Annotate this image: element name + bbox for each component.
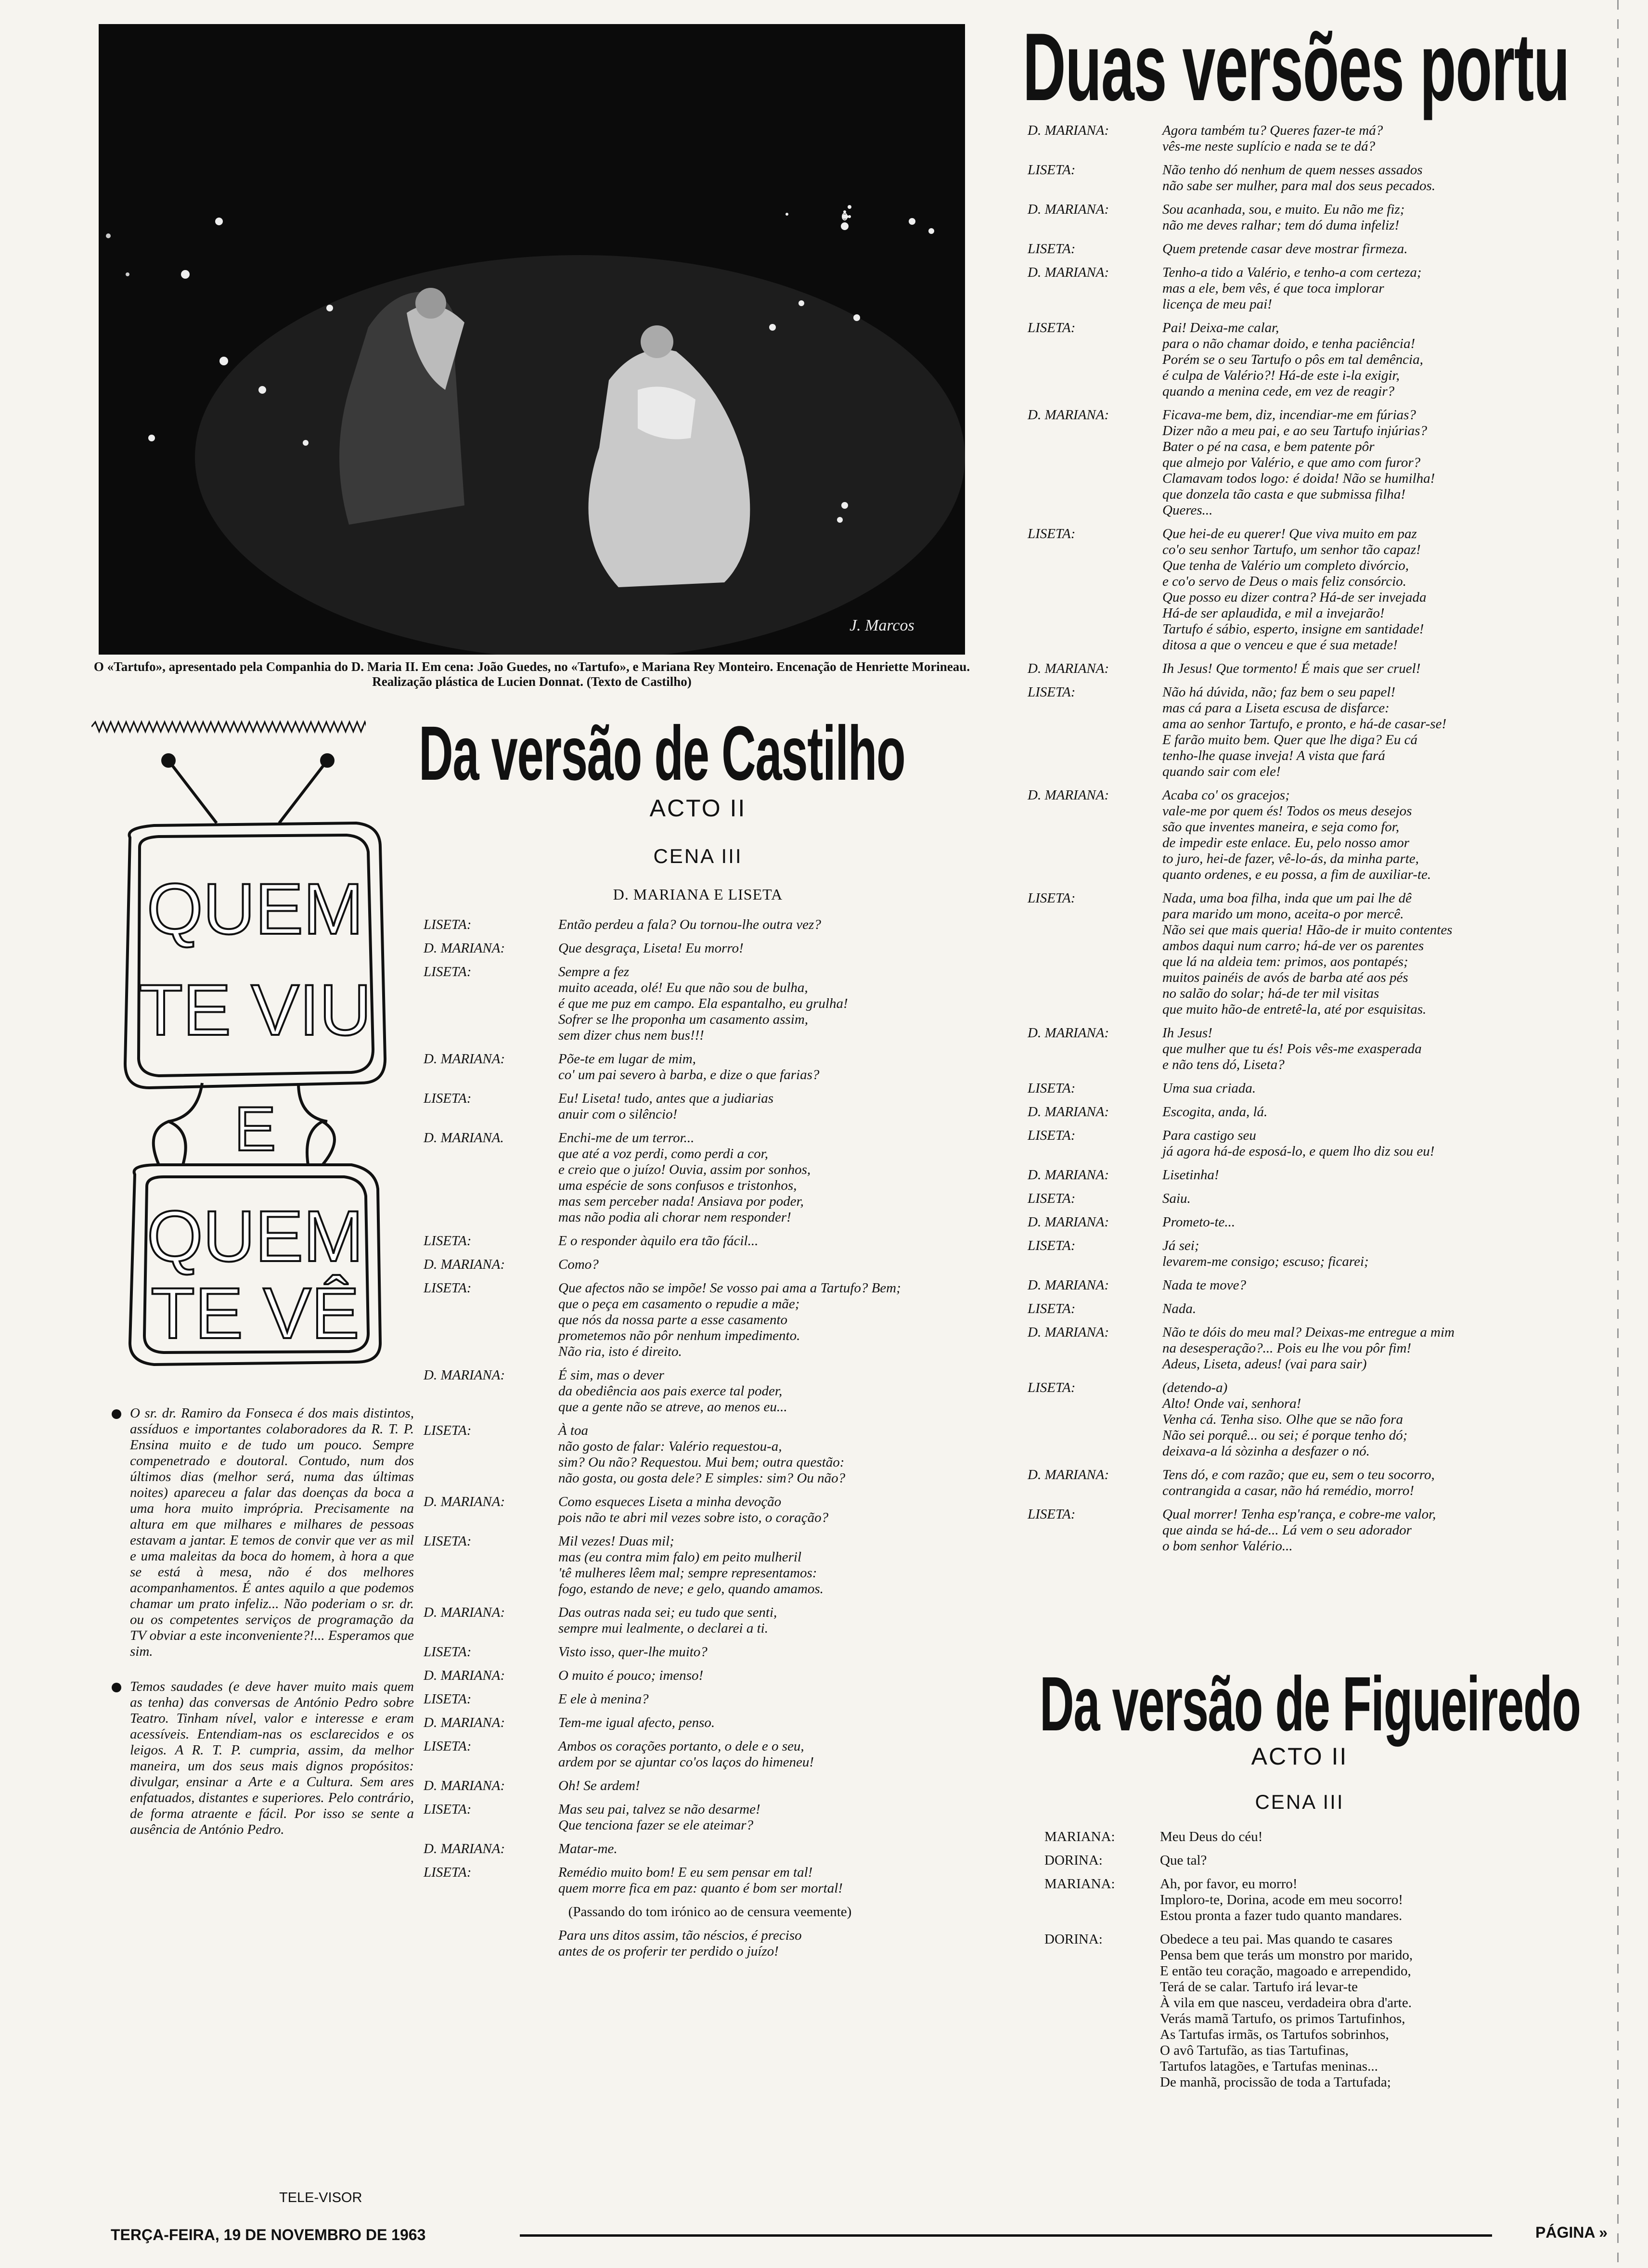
speaker-name: LISETA: — [424, 1865, 472, 1880]
dialogue-line — [1028, 1380, 1624, 1459]
spoken-text: Que tal? — [1160, 1853, 1207, 1868]
dialogue-line — [1028, 202, 1624, 233]
stage-direction: (Passando do tom irónico ao de censura veemente) — [568, 1904, 852, 1920]
dialogue-line — [424, 1739, 996, 1770]
logo-line-4: TE VÊ — [151, 1273, 360, 1353]
spoken-text: Sou acanhada, sou, e muito. Eu não me fiz; não me deves ralhar; tem dó duma infeliz! — [1162, 202, 1405, 233]
speaker-name: D. MARIANA: — [1028, 202, 1109, 217]
dialogue-line — [1044, 1876, 1603, 1924]
speaker-name: D. MARIANA: — [1028, 1214, 1109, 1230]
dialogue-line — [1028, 1277, 1624, 1293]
speaker-name: DORINA: — [1044, 1853, 1103, 1868]
dialogue-line — [424, 964, 996, 1044]
spoken-text: Lisetinha! — [1162, 1167, 1219, 1183]
speaker-name: D. MARIANA: — [1028, 265, 1109, 280]
spoken-text: E ele à menina? — [558, 1691, 649, 1707]
bullet-icon — [112, 1409, 121, 1419]
logo-line-1: QUEM — [147, 868, 363, 949]
speaker-name: D. MARIANA: — [424, 1715, 505, 1730]
dialogue-line — [1028, 684, 1624, 780]
spoken-text: Acaba co' os gracejos; vale-me por quem és! Todos os meus desejos são que inventes maneira, e seja como for, de impedir este enlace. Eu, pelo nosso amor to juro, hei-de fazer, vê-lo-ás, da minha parte, quanto ordenes, e eu possa, a fim de auxiliar-te. — [1162, 787, 1431, 882]
spoken-text: Não há dúvida, não; faz bem o seu papel! mas cá para a Liseta escusa de disfarce: ama ao senhor Tartufo, e pronto, e há-de casar-se! E farão muito bem. Quer que lhe diga? Eu cá tenho-lhe quase inveja! A vista que fará quando sair com ele! — [1162, 684, 1447, 779]
spoken-text: Prometo-te... — [1162, 1214, 1236, 1230]
speaker-name: LISETA: — [1028, 890, 1076, 906]
dialogue-line — [424, 1668, 996, 1684]
spoken-text: Que afectos não se impõe! Se vosso pai ama a Tartufo? Bem; que o peça em casamento o repudie a mãe; que nós da nossa parte a esse casamento prometemos não pôr nenhum impedimento. Não ria, isto é direito. — [558, 1280, 901, 1359]
dialogue-line — [424, 941, 996, 956]
dialogue-line — [1028, 1104, 1624, 1120]
spoken-text: Ah, por favor, eu morro! Imploro-te, Dorina, acode em meu socorro! Estou pronta a fazer tudo quanto mandares. — [1160, 1876, 1403, 1923]
dialogue-line — [424, 1802, 996, 1833]
dialogue-line — [424, 1257, 996, 1273]
spoken-text: Ficava-me bem, diz, incendiar-me em fúrias? Dizer não a meu pai, e ao seu Tartufo injúrias? Bater o pé na casa, e bem patente pôr que almejo por Valério, e que amo com furor? Clamavam todos logo: é doida! Não se humilha! que donzela tão casta e que submissa filha! Queres... — [1162, 407, 1435, 518]
dialogue-line — [1028, 1301, 1624, 1317]
dialogue-line — [1028, 1025, 1624, 1073]
spoken-text: Para uns ditos assim, tão néscios, é preciso antes de os proferir ter perdido o juízo! — [558, 1928, 802, 1959]
spoken-text: Eu! Liseta! tudo, antes que a judiarias anuir com o silêncio! — [558, 1091, 774, 1122]
speaker-name: LISETA: — [1028, 1081, 1076, 1096]
spoken-text: Saiu. — [1162, 1191, 1191, 1206]
dialogue-line — [1028, 241, 1624, 257]
spoken-text: Uma sua criada. — [1162, 1081, 1256, 1096]
spoken-text: Como? — [558, 1257, 599, 1272]
footer-rule — [520, 2234, 1492, 2237]
dialogue-line — [1028, 787, 1624, 883]
duas-versoes-dialogue — [1028, 123, 1624, 1562]
dialogue-line — [1028, 1325, 1624, 1372]
headline-duas-versoes: Duas versões portu — [1023, 13, 1570, 121]
castilho-characters: D. MARIANA E LISETA — [613, 886, 783, 903]
speaker-name: D. MARIANA: — [424, 1841, 505, 1856]
speaker-name: D. MARIANA: — [424, 1257, 505, 1272]
spoken-text: Põe-te em lugar de mim, co' um pai severo à barba, e dize o que farias? — [558, 1051, 820, 1082]
headline-versao-figueiredo: Da versão de Figueiredo — [1040, 1661, 1581, 1747]
spoken-text: E o responder àquilo era tão fácil... — [558, 1233, 759, 1249]
dialogue-line — [1028, 1191, 1624, 1207]
dialogue-line — [1028, 162, 1624, 194]
speaker-name: D. MARIANA: — [1028, 1167, 1109, 1183]
dialogue-line — [1028, 1128, 1624, 1160]
tele-visor-column — [130, 1405, 414, 1857]
speaker-name: LISETA: — [1028, 1301, 1076, 1316]
column-paragraph: Temos saudades (e deve haver muito mais quem as tenha) das conversas de António Pedro sobre Teatro. Tinham nível, valor e interesse e eram acessíveis. Entendiam-nas os esclarecidos e os leigos. A R. T. P. cumpria, assim, da melhor maneira, um dos seus mais dignos propósitos: divulgar, ensinar a Arte e a Cultura. Sem ares enfatuados, distantes e superiores. Pelo contrário, de forma atraente e fácil. Por isso se sente a ausência de António Pedro. — [130, 1679, 414, 1838]
speaker-name: D. MARIANA: — [1028, 1277, 1109, 1293]
spoken-text: Ih Jesus! que mulher que tu és! Pois vês-me exasperada e não tens dó, Liseta? — [1162, 1025, 1422, 1072]
castilho-act: ACTO II — [649, 795, 747, 822]
speaker-name: D. MARIANA: — [424, 1494, 505, 1509]
dialogue-line — [1028, 1081, 1624, 1096]
speaker-name: LISETA: — [1028, 1507, 1076, 1522]
dialogue-line — [1028, 526, 1624, 653]
speaker-name: LISETA: — [424, 1802, 472, 1817]
spoken-text: Tenho-a tido a Valério, e tenho-a com certeza; mas a ele, bem vês, é que toca implorar licença de meu pai! — [1162, 265, 1422, 312]
spoken-text: Ambos os corações portanto, o dele e o seu, ardem por se ajuntar co'os laços do himeneu! — [558, 1739, 814, 1770]
spoken-text: Já sei; levarem-me consigo; escuso; ficarei; — [1162, 1238, 1369, 1269]
dialogue-line — [424, 1778, 996, 1794]
speaker-name: D. MARIANA: — [1028, 661, 1109, 676]
speaker-name: D. MARIANA: — [424, 941, 505, 956]
dialogue-line — [424, 1233, 996, 1249]
speaker-name: D. MARIANA. — [424, 1130, 504, 1146]
speaker-name: LISETA: — [424, 1233, 472, 1249]
spoken-text: Tem-me igual afecto, penso. — [558, 1715, 715, 1730]
spoken-text: Tens dó, e com razão; que eu, sem o teu socorro, contrangida a casar, não há remédio, morro! — [1162, 1467, 1435, 1498]
spoken-text: Mil vezes! Duas mil; mas (eu contra mim falo) em peito mulheril 'tê mulheres lêem mal; sempre representamos: fogo, estando de neve; e gelo, quando amamos. — [558, 1533, 824, 1597]
spoken-text: Nada te move? — [1162, 1277, 1246, 1293]
decorative-wavy-rule — [91, 720, 366, 734]
spoken-text: Ih Jesus! Que tormento! É mais que ser cruel! — [1162, 661, 1421, 676]
dialogue-line — [424, 1691, 996, 1707]
stage-photo — [99, 24, 965, 655]
speaker-name: LISETA: — [1028, 162, 1076, 178]
spoken-text: Remédio muito bom! E eu sem pensar em tal! quem morre fica em paz: quanto é bom ser mortal! — [558, 1865, 843, 1896]
spoken-text: Enchi-me de um terror... que até a voz perdi, como perdi a cor, e creio que o juízo! Ouvia, assim por sonhos, uma espécie de sons confusos e tristonhos, mas sem perceber nada! Ansiava por poder, mas não podia ali chorar nem responder! — [558, 1130, 811, 1225]
dialogue-line — [1028, 661, 1624, 677]
castilho-dialogue — [424, 917, 996, 1959]
logo-line-3: QUEM — [147, 1196, 363, 1276]
spoken-text: Que hei-de eu querer! Que viva muito em paz co'o seu senhor Tartufo, um senhor tão capaz! Que tenha de Valério um completo divórcio, e co'o servo de Deus o mais feliz consórcio. Que posso eu dizer contra? Há-de ser invejada Há-de ser aplaudida, e mil a invejarão! Tartufo é sábio, esperto, insigne em santidade! ditosa a que o venceu e que é sua metade! — [1162, 526, 1427, 653]
column-signature: TELE-VISOR — [279, 2190, 362, 2205]
dialogue-line — [424, 1280, 996, 1360]
bullet-icon — [112, 1683, 121, 1692]
figueiredo-dialogue — [1044, 1829, 1603, 2098]
spoken-text: Para castigo seu já agora há-de esposá-lo, e quem lho diz sou eu! — [1162, 1128, 1435, 1159]
spoken-text: É sim, mas o dever da obediência aos pais exerce tal poder, que a gente não se atreve, ao menos eu... — [558, 1367, 787, 1415]
speaker-name: D. MARIANA: — [1028, 787, 1109, 803]
dialogue-line — [424, 1841, 996, 1857]
speaker-name: MARIANA: — [1044, 1876, 1115, 1892]
spoken-text: Obedece a teu pai. Mas quando te casares Pensa bem que terás um monstro por marido, E então teu coração, magoado e arrependido, Terá de se calar. Tartufo irá levar-te À vila em que nasceu, verdadeira obra d'arte. Verás mamã Tartufo, os primos Tartufinhos, As Tartufas irmãs, os Tartufos sobrinhos, O avô Tartufão, as tias Tartufinas, Tartufos latagões, e Tartufas meninas... De manhã, procissão de toda a Tartufada; — [1160, 1932, 1413, 2090]
headline-versao-castilho: Da versão de Castilho — [419, 710, 905, 796]
speaker-name: D. MARIANA: — [424, 1605, 505, 1620]
logo-connector: E — [234, 1094, 276, 1164]
dialogue-line — [1028, 1238, 1624, 1270]
dialogue-line — [424, 1130, 996, 1225]
dialogue-line — [1044, 1853, 1603, 1869]
speaker-name: LISETA: — [1028, 1380, 1076, 1395]
spoken-text: Nada. — [1162, 1301, 1197, 1316]
speaker-name: D. MARIANA: — [1028, 1104, 1109, 1120]
speaker-name: D. MARIANA: — [1028, 407, 1109, 423]
stage-scene-illustration — [99, 24, 965, 655]
dialogue-line — [424, 1715, 996, 1731]
column-paragraph: O sr. dr. Ramiro da Fonseca é dos mais distintos, assíduos e importantes colaboradores da R. T. P. Ensina muito e de tudo um pouco. Sempre compenetrado e doutoral. Contudo, num dos últimos dias (melhor será, numa das últimas noites) apareceu a falar das doenças da boca a uma hora muito imprópria. Precisamente na altura em que milhares e milhares de pessoas estavam a jantar. E temos de convir que ver as mil e uma maleitas da boca do homem, à hora a que se está à mesa, não é dos melhores acompanhamentos. É antes aquilo a que podemos chamar um prato infeliz... Não poderiam o sr. dr. ou os competentes serviços de programação da TV obviar a este inconveniente?!... Esperamos que sim. — [130, 1405, 414, 1660]
spoken-text: Mas seu pai, talvez se não desarme! Que tenciona fazer se ele ateimar? — [558, 1802, 760, 1833]
footer-page-label: PÁGINA » — [1535, 2224, 1608, 2241]
spoken-text: (detendo-a) Alto! Onde vai, senhora! Venha cá. Tenha siso. Olhe que se não fora Não sei porquê... ou sei; é porque tenho dó; deixava-a lá sòzinha a desfazer o nó. — [1162, 1380, 1408, 1459]
spoken-text: O muito é pouco; imenso! — [558, 1668, 704, 1683]
spoken-text: Que desgraça, Liseta! Eu morro! — [558, 941, 744, 956]
footer-date: TERÇA-FEIRA, 19 DE NOVEMBRO DE 1963 — [111, 2226, 426, 2243]
spoken-text: Matar-me. — [558, 1841, 618, 1856]
spoken-text: Não te dóis do meu mal? Deixas-me entregue a mim na desesperação?... Pois eu lhe vou pôr fim! Adeus, Liseta, adeus! (vai para sair) — [1162, 1325, 1455, 1372]
speaker-name: LISETA: — [1028, 1128, 1076, 1143]
dialogue-line — [1028, 1167, 1624, 1183]
photo-signature: J. Marcos — [850, 617, 914, 634]
dialogue-line — [424, 1865, 996, 1896]
speaker-name: MARIANA: — [1044, 1829, 1115, 1844]
spoken-text: Visto isso, quer-lhe muito? — [558, 1644, 708, 1660]
spoken-text: Quem pretende casar deve mostrar firmeza. — [1162, 241, 1408, 257]
dialogue-line — [1028, 1507, 1624, 1554]
dialogue-line — [1044, 1829, 1603, 1845]
speaker-name: D. MARIANA: — [424, 1367, 505, 1383]
speaker-name: D. MARIANA: — [1028, 1025, 1109, 1041]
spoken-text: Agora também tu? Queres fazer-te má? vês-me neste suplício e nada se te dá? — [1162, 123, 1383, 154]
spoken-text: Não tenho dó nenhum de quem nesses assados não sabe ser mulher, para mal dos seus pecados. — [1162, 162, 1436, 193]
dialogue-line — [424, 1494, 996, 1526]
speaker-name: LISETA: — [1028, 1191, 1076, 1206]
speaker-name: D. MARIANA: — [424, 1778, 505, 1793]
dialogue-line — [424, 1605, 996, 1637]
figueiredo-act: ACTO II — [1251, 1743, 1348, 1770]
speaker-name: LISETA: — [1028, 1238, 1076, 1253]
speaker-name: LISETA: — [1028, 684, 1076, 700]
spoken-text: Escogita, anda, lá. — [1162, 1104, 1268, 1120]
page-edge-line — [1617, 0, 1619, 2268]
speaker-name: LISETA: — [424, 1533, 472, 1549]
speaker-name: LISETA: — [424, 1280, 472, 1296]
dialogue-line — [1028, 1467, 1624, 1499]
speaker-name: LISETA: — [424, 964, 472, 979]
speaker-name: DORINA: — [1044, 1932, 1103, 1947]
spoken-text: Pai! Deixa-me calar, para o não chamar doido, e tenha paciência! Porém se o seu Tartufo o pôs em tal demência, é culpa de Valério?! Há-de este i-la exigir, quando a menina cede, em vez de reagir? — [1162, 320, 1423, 399]
dialogue-line — [1028, 320, 1624, 399]
speaker-name: LISETA: — [424, 917, 472, 932]
quem-te-viu-logo — [96, 751, 409, 1372]
dialogue-line — [1044, 1932, 1603, 2090]
dialogue-line — [424, 1644, 996, 1660]
castilho-scene: CENA III — [653, 845, 743, 867]
dialogue-line — [1028, 265, 1624, 312]
spoken-text: Meu Deus do céu! — [1160, 1829, 1263, 1844]
photo-caption: O «Tartufo», apresentado pela Companhia do D. Maria II. Em cena: João Guedes, no «Tartufo», e Mariana Rey Monteiro. Encenação de Henriette Morineau. Realização plástica de Lucien Donnat. (Texto de Castilho) — [93, 659, 970, 689]
speaker-name: LISETA: — [424, 1691, 472, 1707]
speaker-name: D. MARIANA: — [1028, 1325, 1109, 1340]
dialogue-line — [1028, 407, 1624, 518]
speaker-name: LISETA: — [424, 1423, 472, 1438]
speaker-name: LISETA: — [424, 1091, 472, 1106]
spoken-text: Qual morrer! Tenha esp'rança, e cobre-me valor, que ainda se há-de... Lá vem o seu adorador o bom senhor Valério... — [1162, 1507, 1436, 1554]
dialogue-line — [424, 1051, 996, 1083]
speaker-name: LISETA: — [424, 1739, 472, 1754]
dialogue-line — [424, 1423, 996, 1486]
dialogue-line — [424, 917, 996, 933]
dialogue-line — [424, 1367, 996, 1415]
speaker-name: LISETA: — [1028, 320, 1076, 335]
spoken-text: Nada, uma boa filha, inda que um pai lhe dê para marido um mono, aceita-o por mercê. Não sei que mais queria! Hão-de ir muito contentes ambos daqui num carro; há-de ver os parentes que lá na aldeia tem: primos, aos pontapés; muitos painéis de avós de barba até aos pés no salão do solar; há-de ter mil visitas que muito hão-de entretê-la, até por esquisitas. — [1162, 890, 1453, 1017]
dialogue-line — [1028, 890, 1624, 1018]
figueiredo-scene: CENA III — [1255, 1791, 1344, 1813]
speaker-name: D. MARIANA: — [424, 1051, 505, 1067]
speaker-name: LISETA: — [1028, 526, 1076, 541]
spoken-text: Oh! Se ardem! — [558, 1778, 640, 1793]
speaker-name: D. MARIANA: — [1028, 1467, 1109, 1482]
speaker-name: LISETA: — [424, 1644, 472, 1660]
dialogue-line — [1028, 1214, 1624, 1230]
spoken-text: À toa não gosto de falar: Valério requestou-a, sim? Ou não? Requestou. Mui bem; outra questão: não gosta, ou gosta dele? E simples: sim? Ou não? — [558, 1423, 846, 1486]
speaker-name: LISETA: — [1028, 241, 1076, 257]
dialogue-line — [424, 1091, 996, 1122]
speaker-name: D. MARIANA: — [424, 1668, 505, 1683]
speaker-name: D. MARIANA: — [1028, 123, 1109, 138]
dialogue-line — [1028, 123, 1624, 155]
spoken-text: Sempre a fez muito aceada, olé! Eu que não sou de bulha, é que me puz em campo. Ela espantalho, eu grulha! Sofrer se lhe proponha um casamento assim, sem dizer chus nem bus!!! — [558, 964, 848, 1043]
spoken-text: Como esqueces Liseta a minha devoção pois não te abri mil vezes sobre isto, o coração? — [558, 1494, 829, 1525]
dialogue-line — [424, 1533, 996, 1597]
spoken-text: Então perdeu a fala? Ou tornou-lhe outra vez? — [558, 917, 821, 932]
logo-line-2: TE VIU — [139, 969, 372, 1050]
spoken-text: Das outras nada sei; eu tudo que senti, sempre mui lealmente, o declarei a ti. — [558, 1605, 777, 1636]
